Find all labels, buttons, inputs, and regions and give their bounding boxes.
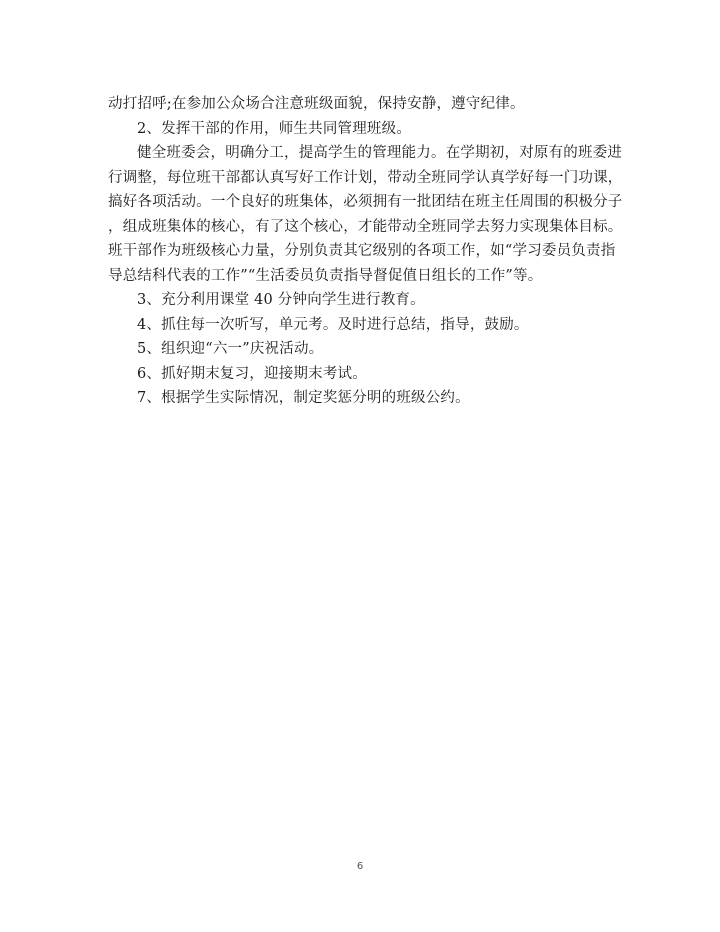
text-line: 搞好各项活动。一个良好的班集体，必须拥有一批团结在班主任周围的积极分子 xyxy=(108,194,623,210)
list-item: 7、根据学生实际情况，制定奖惩分明的班级公约。 xyxy=(137,390,470,406)
text-line: 动打招呼;在参加公众场合注意班级面貌，保持安静，遵守纪律。 xyxy=(108,96,525,112)
list-item: 5、组织迎“六一”庆祝活动。 xyxy=(137,341,324,357)
text-line: 班干部作为班级核心力量，分别负责其它级别的各项工作，如“学习委员负责指 xyxy=(108,243,616,259)
text-line: ，组成班集体的核心，有了这个核心，才能带动全班同学去努力实现集体目标。 xyxy=(108,218,623,235)
text-line: 行调整，每位班干部都认真写好工作计划，带动全班同学认真学好每一门功课， xyxy=(108,169,623,186)
page-number: 6 xyxy=(356,861,364,872)
list-item: 6、抓好期末复习，迎接期末考试。 xyxy=(137,365,367,382)
list-item: 4、抓住每一次听写，单元考。及时进行总结，指导，鼓励。 xyxy=(137,316,529,333)
list-item: 3、充分利用课堂 40 分钟向学生进行教育。 xyxy=(137,292,425,308)
list-item: 2、发挥干部的作用，师生共同管理班级。 xyxy=(137,120,412,137)
document-body xyxy=(108,92,623,411)
paragraph-first-line: 健全班委会，明确分工，提高学生的管理能力。在学期初，对原有的班委进 xyxy=(137,145,623,161)
text-line: 导总结科代表的工作”“生活委员负责指导督促值日组长的工作”等。 xyxy=(108,267,543,284)
